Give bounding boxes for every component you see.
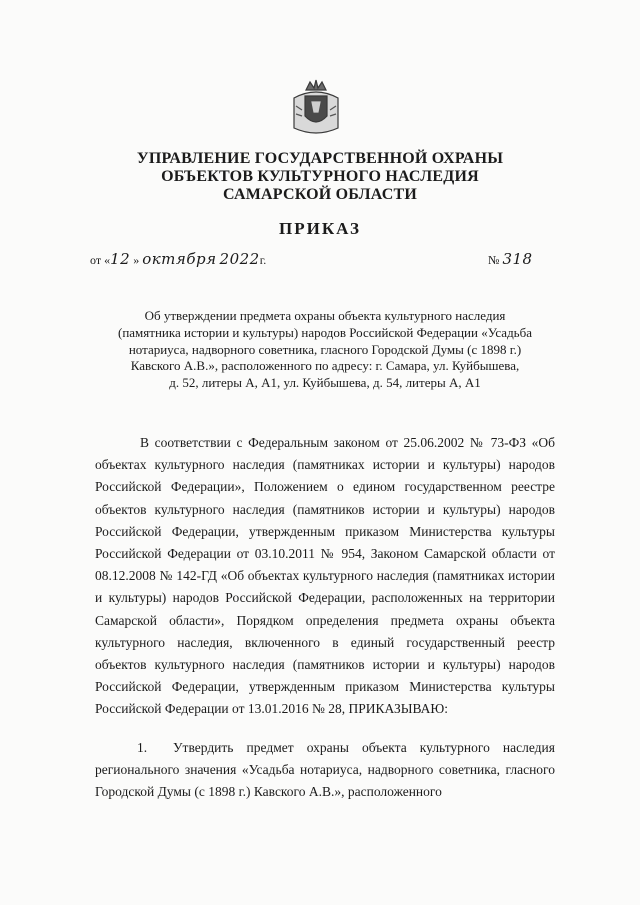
number-prefix: № <box>488 253 500 267</box>
subject-line-2: (памятника истории и культуры) народов Российской Федерации «Усадьба <box>118 324 532 340</box>
subject-line-4: Кавского А.В.», расположенного по адресу: г. Самара, ул. Куйбышева, <box>130 358 520 374</box>
order-body <box>95 432 555 721</box>
organization-line-1: УПРАВЛЕНИЕ ГОСУДАРСТВЕННОЙ ОХРАНЫ <box>136 150 504 167</box>
subject-line-5: д. 52, литеры А, А1, ул. Куйбышева, д. 54, литеры А, А1 <box>169 375 481 391</box>
date-year: 2022 <box>219 250 260 268</box>
subject-line-1: Об утверждении предмета охраны объекта культурного наследия <box>144 308 506 323</box>
organization-line-2: ОБЪЕКТОВ КУЛЬТУРНОГО НАСЛЕДИЯ <box>161 168 479 185</box>
order-title: ПРИКАЗ <box>279 219 361 238</box>
organization-name <box>0 150 640 204</box>
number-value: 318 <box>502 250 533 268</box>
date-sep: » <box>133 253 140 267</box>
date-prefix: от « <box>90 253 111 267</box>
date-suffix: г. <box>259 253 267 267</box>
order-number <box>488 250 533 268</box>
subject-line-3: нотариуса, надворного советника, гласного Городской Думы (с 1898 г.) <box>128 341 522 357</box>
preamble-paragraph: В соответствии с Федеральным законом от 25.06.2002 № 73-ФЗ «Об объектах культурного наследия (памятниках истории и культуры) народов Российской Федерации», Положением о едином государственном реестре объектов культурного наследия (памятников истории и культуры) народов Российской Федерации, утвержденным приказом Министерства культуры Российской Федерации от 03.10.2011 № 954, Законом Самарской области от 08.12.2008 № 142-ГД «Об объектах культурного наследия (памятниках истории и культуры) народов Российской Федерации, расположенных на территории Самарской области», Порядком определения предмета охраны объекта культурного наследия, включенного в единый государственный реестр объектов культурного наследия (памятников истории и культуры) народов Российской Федерации, утвержденным приказом Министерства культуры Российской Федерации от 13.01.2016 № 28, ПРИКАЗЫВАЮ: <box>95 435 555 717</box>
coat-of-arms-icon <box>288 76 344 140</box>
order-item-1 <box>95 737 555 804</box>
order-date <box>90 250 266 268</box>
item-number: 1. <box>137 740 148 755</box>
order-subject <box>100 308 550 392</box>
organization-line-3: САМАРСКОЙ ОБЛАСТИ <box>223 186 417 203</box>
item-text: Утвердить предмет охраны объекта культурного наследия регионального значения «Усадьба нотариуса, надворного советника, гласного Городской Думы (с 1898 г.) Кавского А.В.», расположенного <box>95 740 555 800</box>
date-month: октября <box>142 250 217 268</box>
date-day: 12 <box>110 250 131 268</box>
